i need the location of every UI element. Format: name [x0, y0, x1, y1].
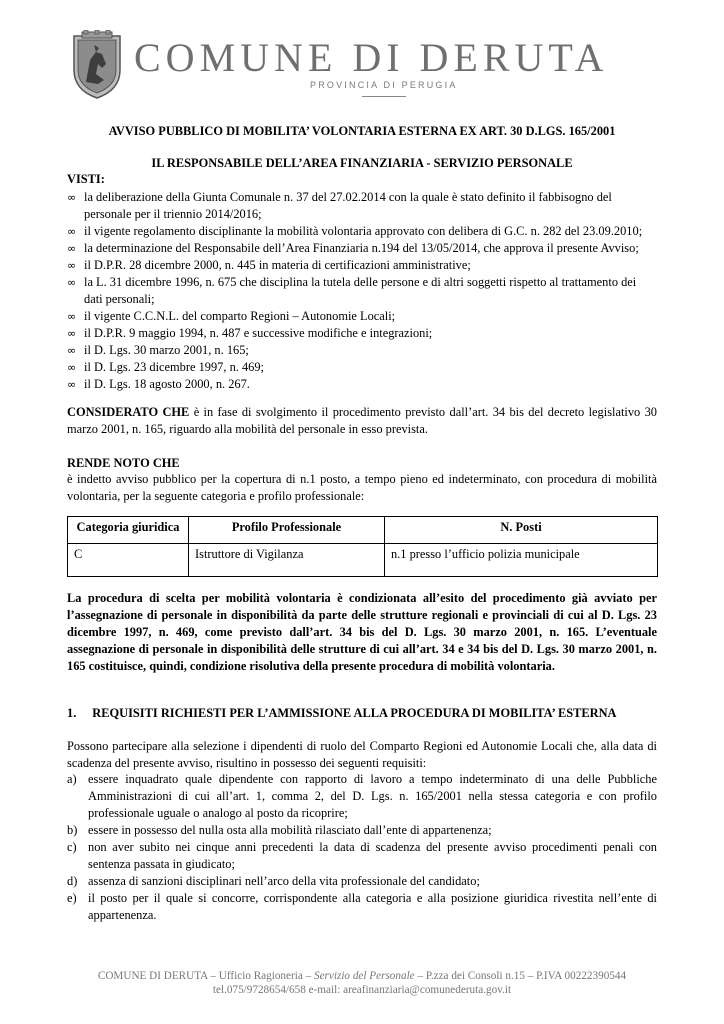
list-item: d) assenza di sanzioni disciplinari nell’arco della vita professionale del candidato;: [67, 874, 480, 888]
bullet-icon: ∞: [67, 310, 77, 323]
list-item: ∞ il D. Lgs. 30 marzo 2001, n. 165;: [67, 343, 249, 357]
section-title: REQUISITI RICHIESTI PER L’AMMISSIONE ALLA PROCEDURA DI MOBILITA’ ESTERNA: [92, 706, 617, 720]
table-header-row: [68, 517, 658, 544]
condition-paragraph: La procedura di scelta per mobilità volontaria è condizionata all’esito del procedimento già avviato per l’assegnazione di personale in disponibilità da parte delle strutture regionali e provinciali di cui al D. Lgs. 23 dicembre 1997, n. 469, come previsto dall’art. 34 bis del D. Lgs. 30 marzo 2001, n. 165. L’eventuale assegnazione di personale in disponibilità delle strutture di cui all’art. 34 e 34 bis del D. Lgs. 30 marzo 2001, n. 165 costituisce, quindi, condizione risolutiva della presente procedura di mobilità volontaria.: [67, 591, 657, 673]
list-item: c) non aver subito nei cinque anni precedenti la data di scadenza del presente avviso procedimenti penali con sentenza passata in giudicato;: [67, 840, 657, 871]
list-item: ∞ la deliberazione della Giunta Comunale n. 37 del 27.02.2014 con la quale è stato definito il fabbisogno del personale per il triennio 2014/2016;: [67, 190, 612, 221]
footer-address: COMUNE DI DERUTA – Ufficio Ragioneria – Servizio del Personale – P.zza dei Consoli n.15 – P.IVA 00222390544: [97, 970, 627, 982]
table-row: [68, 544, 658, 577]
list-item: ∞ il vigente C.C.N.L. del comparto Regioni – Autonomie Locali;: [67, 309, 396, 323]
section-number: 1.: [67, 706, 77, 720]
column-header: N. Posti: [385, 517, 658, 544]
bullet-icon: ∞: [67, 191, 77, 204]
section-1-heading: [67, 705, 657, 722]
list-item: ∞ il D. Lgs. 18 agosto 2000, n. 267.: [67, 377, 250, 391]
list-item: ∞ il D.P.R. 28 dicembre 2000, n. 445 in materia di certificazioni amministrative;: [67, 258, 471, 272]
column-header: Profilo Professionale: [189, 517, 385, 544]
bullet-icon: ∞: [67, 378, 77, 391]
table-cell: C: [68, 544, 189, 577]
list-item: ∞ il D.P.R. 9 maggio 1994, n. 487 e successive modifiche e integrazioni;: [67, 326, 433, 340]
considerato-label: CONSIDERATO CHE: [67, 405, 190, 419]
category-table: [67, 516, 658, 577]
bullet-icon: ∞: [67, 225, 77, 238]
bullet-icon: ∞: [67, 361, 77, 374]
municipal-crest-icon: [68, 30, 126, 100]
visti-list: [67, 189, 657, 393]
considerato-paragraph: CONSIDERATO CHE è in fase di svolgimento il procedimento previsto dall’art. 34 bis del decreto legislativo 30 marzo 2001, n. 165, riguardo alla mobilità del personale in esso prevista.: [67, 405, 657, 436]
office-heading: IL RESPONSABILE DELL’AREA FINANZIARIA - SERVIZIO PERSONALE: [151, 156, 573, 170]
bullet-icon: ∞: [67, 344, 77, 357]
requirements-list: [67, 771, 657, 924]
list-item: a) essere inquadrato quale dipendente con rapporto di lavoro a tempo indeterminato di una delle Pubbliche Amministrazioni di cui all’art. 1, comma 2, del D. Lgs. n. 165/2001 nella stessa categoria e con profilo professionale uguale o analogo al posto da ricoprire;: [67, 772, 657, 820]
bullet-icon: ∞: [67, 259, 77, 272]
province-subtitle: PROVINCIA DI PERUGIA: [310, 80, 458, 90]
column-header: Categoria giuridica: [68, 517, 189, 544]
bullet-icon: ∞: [67, 327, 77, 340]
list-item: ∞ la determinazione del Responsabile dell’Area Finanziaria n.194 del 13/05/2014, che approva il presente Avviso;: [67, 241, 639, 255]
rende-noto-paragraph: è indetto avviso pubblico per la copertura di n.1 posto, a tempo pieno ed indeterminato, con procedura di mobilità volontaria, per la seguente categoria e profilo professionale:: [67, 472, 657, 503]
list-item: ∞ la L. 31 dicembre 1996, n. 675 che disciplina la tutela delle persone e di altri soggetti rispetto al trattamento dei dati personali;: [67, 275, 637, 306]
footer-contacts: tel.075/9728654/658 e-mail: areafinanziaria@comunederuta.gov.it: [212, 984, 512, 996]
rende-noto-label: RENDE NOTO CHE: [67, 456, 180, 470]
list-item: e) il posto per il quale si concorre, corrispondente alla categoria e alla posizione giuridica rivestita nell’ente di appartenenza.: [67, 891, 657, 922]
visti-label: VISTI:: [67, 172, 105, 186]
table-cell: n.1 presso l’ufficio polizia municipale: [385, 544, 658, 577]
notice-heading: AVVISO PUBBLICO DI MOBILITA’ VOLONTARIA ESTERNA EX ART. 30 D.LGS. 165/2001: [108, 124, 616, 138]
header-divider: [362, 96, 406, 97]
municipality-title: COMUNE DI DERUTA: [134, 35, 609, 80]
table-cell: Istruttore di Vigilanza: [189, 544, 385, 577]
list-item: b) essere in possesso del nulla osta alla mobilità rilasciato dall’ente di appartenenza;: [67, 823, 492, 837]
list-item: ∞ il D. Lgs. 23 dicembre 1997, n. 469;: [67, 360, 264, 374]
section-1-intro: Possono partecipare alla selezione i dipendenti di ruolo del Comparto Regioni ed Autonomie Locali che, alla data di scadenza del presente avviso, risultino in possesso dei seguenti requisiti:: [67, 739, 657, 770]
list-item: ∞ il vigente regolamento disciplinante la mobilità volontaria approvato con delibera di G.C. n. 282 del 23.09.2010;: [67, 224, 643, 238]
bullet-icon: ∞: [67, 242, 77, 255]
bullet-icon: ∞: [67, 276, 77, 289]
